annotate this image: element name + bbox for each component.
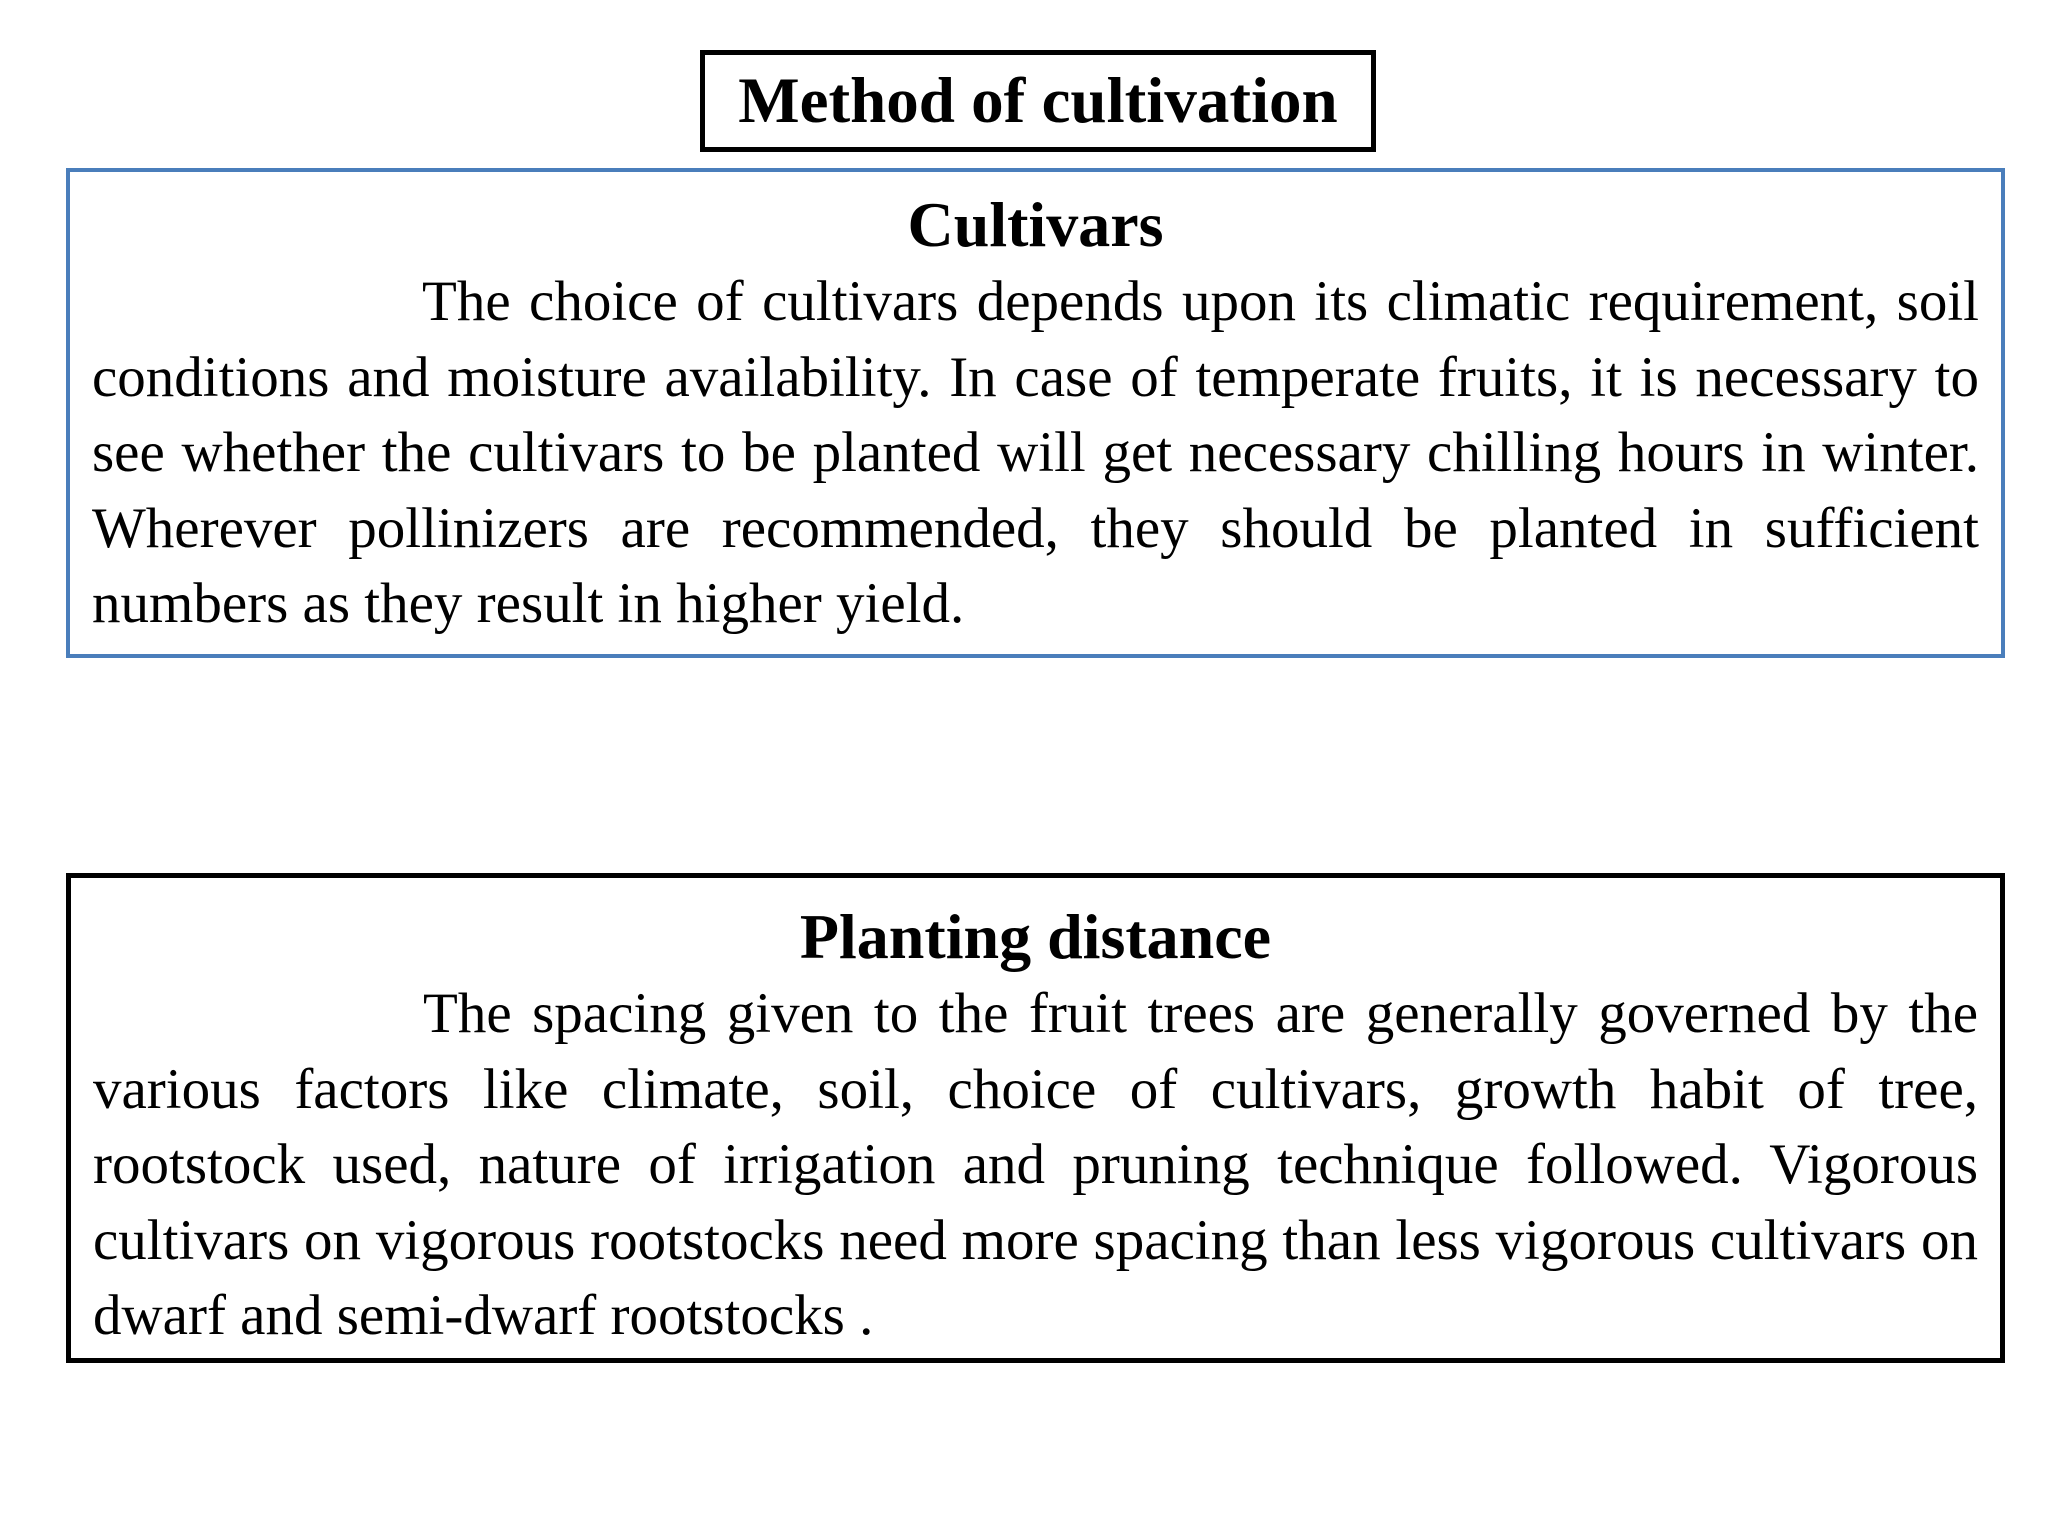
title-box bbox=[700, 50, 1376, 152]
cultivars-heading: Cultivars bbox=[907, 189, 1164, 260]
planting-distance-section bbox=[66, 873, 2005, 1363]
page-title: Method of cultivation bbox=[738, 64, 1338, 137]
planting-distance-body: The spacing given to the fruit trees are generally governed by the various factors like climate, soil, choice of cultivars, growth habit of tree, rootstock used, nature of irrigation and pruning technique followed. Vigorous cultivars on vigorous rootstocks need more spacing than less vigorous cultivars on dwarf and semi-dwarf rootstocks . bbox=[93, 982, 1978, 1347]
cultivars-body: The choice of cultivars depends upon its climatic requirement, soil conditions and moisture availability. In case of temperate fruits, it is necessary to see whether the cultivars to be planted will get necessary chilling hours in winter. Wherever pollinizers are recommended, they should be planted in sufficient numbers as they result in higher yield. bbox=[92, 270, 1979, 635]
planting-distance-heading: Planting distance bbox=[799, 901, 1272, 972]
cultivars-section bbox=[66, 168, 2005, 658]
